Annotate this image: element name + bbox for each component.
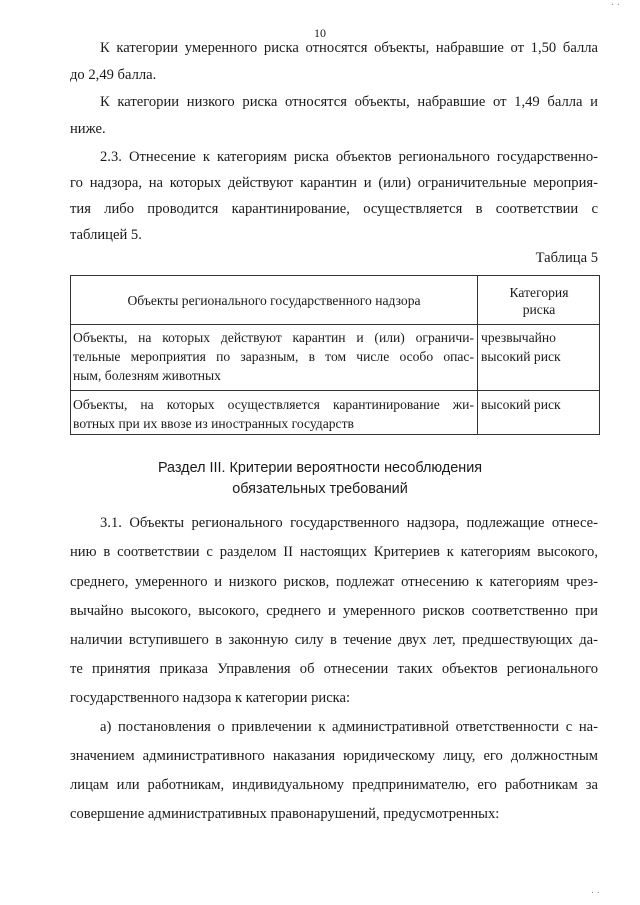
para5-line: а) постановления о привлечении к административной ответственности с на-: [100, 719, 598, 735]
para3-line: 2.3. Отнесение к категориям риска объектов регионального государственно-: [100, 149, 598, 165]
table-row1-category: высокий риск: [481, 349, 561, 364]
para5-line: лицам или работникам, индивидуальному предпринимателю, его работникам за: [70, 777, 598, 793]
table-caption: Таблица 5: [535, 250, 598, 266]
table-row1-category: чрезвычайно: [481, 330, 556, 345]
table-row1-object: ным, болезням животных: [73, 368, 221, 383]
para5-line: значением административного наказания юридическому лицу, его должностным: [70, 748, 598, 764]
para3-line: таблицей 5.: [70, 227, 142, 243]
para3-line: го надзора, на которых действуют карантин и (или) ограничительные мероприя-: [70, 175, 598, 191]
para4-line: среднего, умеренного и низкого рисков, подлежат отнесению к категориям чрез-: [70, 574, 598, 590]
para1-line: до 2,49 балла.: [70, 67, 157, 83]
para4-line: нию в соответствии с разделом II настоящих Критериев к категориям высокого,: [70, 544, 598, 560]
para4-line: государственного надзора к категории риска:: [70, 690, 351, 706]
para4-line: вычайно высокого, высокого, среднего и умеренного рисков соответственно при: [70, 603, 598, 619]
para4-line: те принятия приказа Управления об отнесении таких объектов регионального: [70, 661, 598, 677]
para1-line: К категории умеренного риска относятся объекты, набравшие от 1,50 балла: [100, 40, 598, 56]
para2-line: К категории низкого риска относятся объекты, набравшие от 1,49 балла и: [100, 94, 598, 110]
para2-line: ниже.: [70, 121, 106, 137]
risk-table: [70, 275, 600, 435]
para4-line: 3.1. Объекты регионального государственного надзора, подлежащие отнесе-: [100, 515, 598, 531]
table-row1-object: Объекты, на которых действуют карантин и (или) ограничи-: [73, 330, 474, 345]
section-heading: обязательных требований: [232, 481, 408, 497]
corner-mark-top: · ·: [610, 0, 620, 11]
para5-line: совершение административных правонарушений, предусмотренных:: [70, 806, 500, 822]
para3-line: тия либо проводится карантинирование, осуществляется в соответствии с: [70, 201, 598, 217]
para4-line: наличии вступившего в законную силу в течение двух лет, предшествующих да-: [70, 632, 598, 648]
table-header-category: Категория: [509, 285, 569, 300]
corner-mark-bottom: · ·: [590, 888, 600, 899]
page-number: 10: [314, 26, 326, 40]
table-header-category: риска: [522, 302, 556, 317]
section-heading: Раздел III. Критерии вероятности несоблюдения: [157, 460, 483, 476]
table-row1-object: тельные мероприятия по заразным, в том числе особо опас-: [73, 349, 474, 364]
table-header-objects: Объекты регионального государственного надзора: [127, 293, 421, 308]
table-row2-category: высокий риск: [481, 397, 561, 412]
table-row2-object: Объекты, на которых осуществляется карантинирование жи-: [73, 397, 474, 412]
table-row2-object: вотных при их ввозе из иностранных государств: [73, 416, 354, 431]
table-row-divider: [71, 324, 599, 325]
table-row-divider: [71, 390, 599, 391]
